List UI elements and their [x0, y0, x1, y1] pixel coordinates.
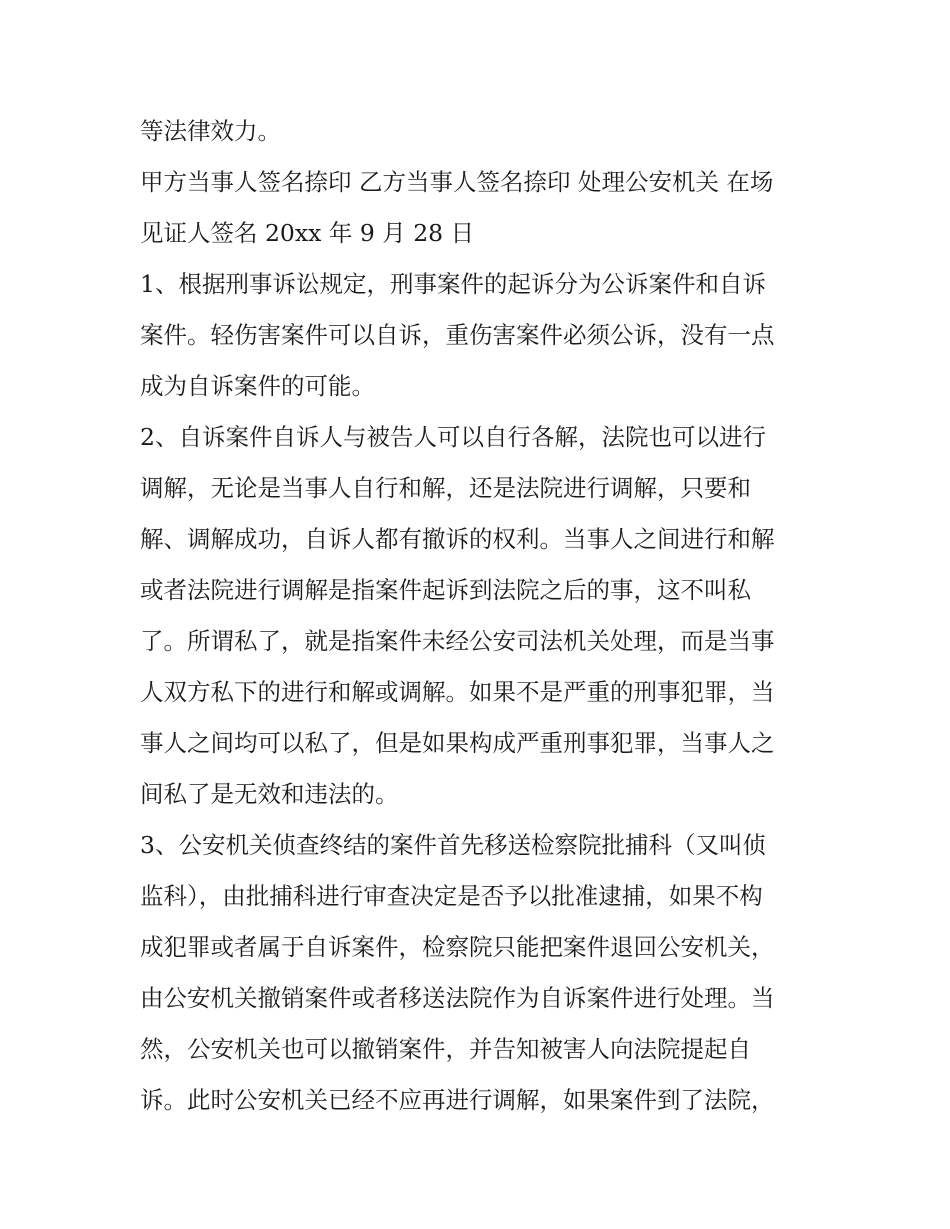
text-line: 成为自诉案件的可能。	[140, 372, 375, 400]
text-line: 人双方私下的进行和解或调解。如果不是严重的刑事犯罪，当	[140, 678, 775, 706]
text-line: 或者法院进行调解是指案件起诉到法院之后的事，这不叫私	[140, 576, 751, 604]
text-line: 甲方当事人签名捺印 乙方当事人签名捺印 处理公安机关 在场	[140, 168, 774, 196]
text-line: 成犯罪或者属于自诉案件，检察院只能把案件退回公安机关，	[140, 933, 775, 961]
text-line: 然，公安机关也可以撤销案件，并告知被害人向法院提起自	[140, 1035, 751, 1063]
text-line: 解、调解成功，自诉人都有撤诉的权利。当事人之间进行和解	[140, 525, 775, 553]
text-line: 1、根据刑事诉讼规定，刑事案件的起诉分为公诉案件和自诉	[140, 270, 766, 298]
text-line: 间私了是无效和违法的。	[140, 780, 399, 808]
text-line: 事人之间均可以私了，但是如果构成严重刑事犯罪，当事人之	[140, 729, 775, 757]
text-line: 3、公安机关侦查终结的案件首先移送检察院批捕科（又叫侦	[140, 831, 766, 859]
text-line: 见证人签名 20xx 年 9 月 28 日	[140, 219, 475, 247]
text-line: 由公安机关撤销案件或者移送法院作为自诉案件进行处理。当	[140, 984, 775, 1012]
text-line: 等法律效力。	[140, 117, 281, 145]
text-line: 调解，无论是当事人自行和解，还是法院进行调解，只要和	[140, 474, 751, 502]
document-body	[140, 106, 818, 1126]
text-line: 2、自诉案件自诉人与被告人可以自行各解，法院也可以进行	[140, 423, 766, 451]
text-line: 了。所谓私了，就是指案件未经公安司法机关处理，而是当事	[140, 627, 775, 655]
text-line: 诉。此时公安机关已经不应再进行调解，如果案件到了法院，	[140, 1086, 775, 1114]
text-line: 案件。轻伤害案件可以自诉，重伤害案件必须公诉，没有一点	[140, 321, 775, 349]
text-line: 监科），由批捕科进行审查决定是否予以批准逮捕，如果不构	[140, 882, 763, 910]
